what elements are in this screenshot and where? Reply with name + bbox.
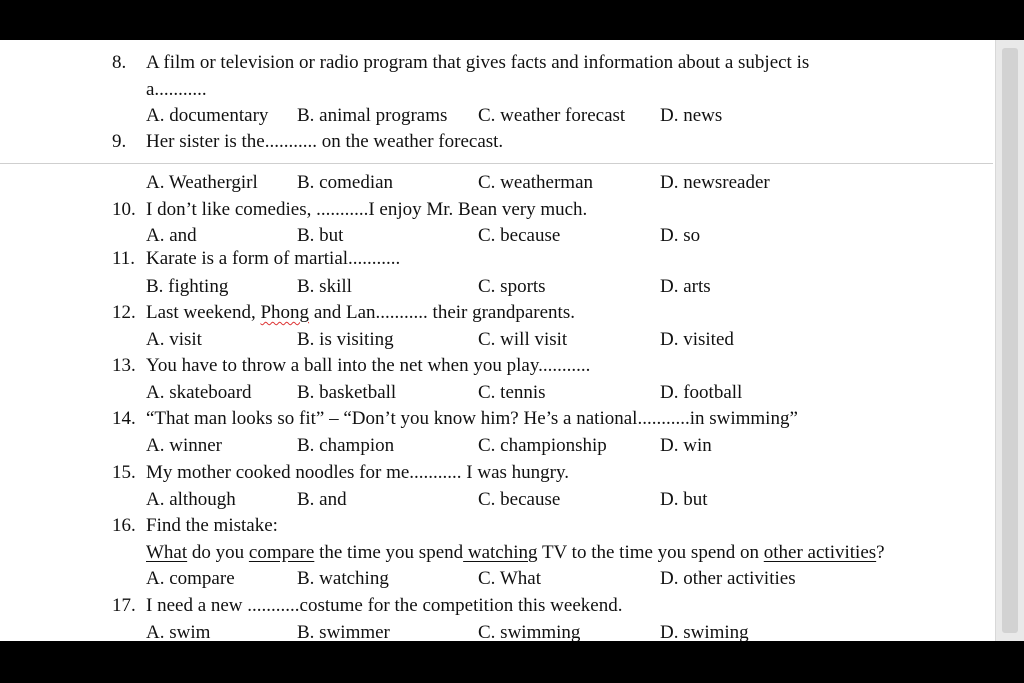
option-a[interactable]: A. skateboard: [146, 382, 252, 403]
option-d[interactable]: D. win: [660, 435, 712, 456]
option-d[interactable]: D. arts: [660, 276, 711, 297]
question-text: I need a new ...........costume for the competition this weekend.: [146, 595, 623, 616]
question-number: 10.: [112, 199, 136, 220]
option-d[interactable]: D. visited: [660, 329, 734, 350]
question-text: My mother cooked noodles for me........... I was hungry.: [146, 462, 570, 483]
option-c[interactable]: C. tennis: [478, 382, 546, 403]
question-number: 9.: [112, 131, 127, 152]
option-c[interactable]: C. will visit: [478, 329, 568, 350]
option-c[interactable]: C. because: [478, 225, 561, 246]
underlined-word: other activities: [763, 542, 877, 563]
option-c[interactable]: C. What: [478, 568, 541, 589]
question-text: Her sister is the........... on the weather forecast.: [146, 131, 504, 152]
option-a[interactable]: B. fighting: [146, 276, 229, 297]
option-a[interactable]: A. visit: [146, 329, 202, 350]
option-d[interactable]: D. news: [660, 105, 723, 126]
option-a[interactable]: A. although: [146, 489, 236, 510]
question-text: A film or television or radio program that gives facts and information about a subject is: [146, 52, 810, 73]
option-c[interactable]: C. sports: [478, 276, 546, 297]
question-text: a...........: [146, 79, 207, 100]
option-d[interactable]: D. so: [660, 225, 701, 246]
option-b[interactable]: B. champion: [297, 435, 395, 456]
option-b[interactable]: B. comedian: [297, 172, 394, 193]
option-b[interactable]: B. but: [297, 225, 344, 246]
option-c[interactable]: C. weather forecast: [478, 105, 626, 126]
question-number: 16.: [112, 515, 136, 536]
option-d[interactable]: D. football: [660, 382, 743, 403]
question-text: Last weekend, Phong and Lan........... their grandparents.: [146, 302, 575, 323]
option-d[interactable]: D. but: [660, 489, 708, 510]
option-b[interactable]: B. swimmer: [297, 622, 390, 641]
option-b[interactable]: B. skill: [297, 276, 352, 297]
option-b[interactable]: B. basketball: [297, 382, 397, 403]
option-a[interactable]: A. compare: [146, 568, 235, 589]
option-c[interactable]: C. championship: [478, 435, 607, 456]
option-a[interactable]: A. winner: [146, 435, 222, 456]
question-text: Find the mistake:: [146, 515, 278, 536]
option-c[interactable]: C. swimming: [478, 622, 581, 641]
underlined-word: compare: [248, 542, 315, 563]
option-a[interactable]: A. Weathergirl: [146, 172, 258, 193]
mistake-sentence: What do you compare the time you spend watching TV to the time you spend on other activities?: [146, 542, 885, 563]
option-b[interactable]: B. animal programs: [297, 105, 448, 126]
question-text: Karate is a form of martial...........: [146, 248, 401, 269]
option-b[interactable]: B. and: [297, 489, 347, 510]
question-number: 15.: [112, 462, 136, 483]
option-a[interactable]: A. documentary: [146, 105, 269, 126]
question-text: “That man looks so fit” – “Don’t you know him? He’s a national...........in swimming”: [146, 408, 798, 429]
option-b[interactable]: B. is visiting: [297, 329, 394, 350]
option-d[interactable]: D. other activities: [660, 568, 796, 589]
document-page: [0, 40, 1024, 641]
question-number: 12.: [112, 302, 136, 323]
option-a[interactable]: A. and: [146, 225, 197, 246]
option-d[interactable]: D. newsreader: [660, 172, 770, 193]
option-b[interactable]: B. watching: [297, 568, 389, 589]
question-text: I don’t like comedies, ...........I enjoy Mr. Bean very much.: [146, 199, 588, 220]
scrollbar-thumb[interactable]: [1002, 48, 1018, 633]
question-number: 13.: [112, 355, 136, 376]
question-number: 8.: [112, 52, 127, 73]
question-number: 14.: [112, 408, 136, 429]
option-d[interactable]: D. swiming: [660, 622, 749, 641]
underlined-word: What: [146, 542, 188, 563]
vertical-scrollbar[interactable]: [995, 40, 1024, 641]
spellcheck-flagged-word: Phong: [260, 302, 310, 323]
option-a[interactable]: A. swim: [146, 622, 211, 641]
option-c[interactable]: C. because: [478, 489, 561, 510]
question-text: You have to throw a ball into the net when you play...........: [146, 355, 591, 376]
underlined-word: watching: [463, 542, 538, 563]
page-break-line: [0, 163, 993, 164]
question-number: 11.: [112, 248, 136, 269]
question-number: 17.: [112, 595, 136, 616]
option-c[interactable]: C. weatherman: [478, 172, 594, 193]
